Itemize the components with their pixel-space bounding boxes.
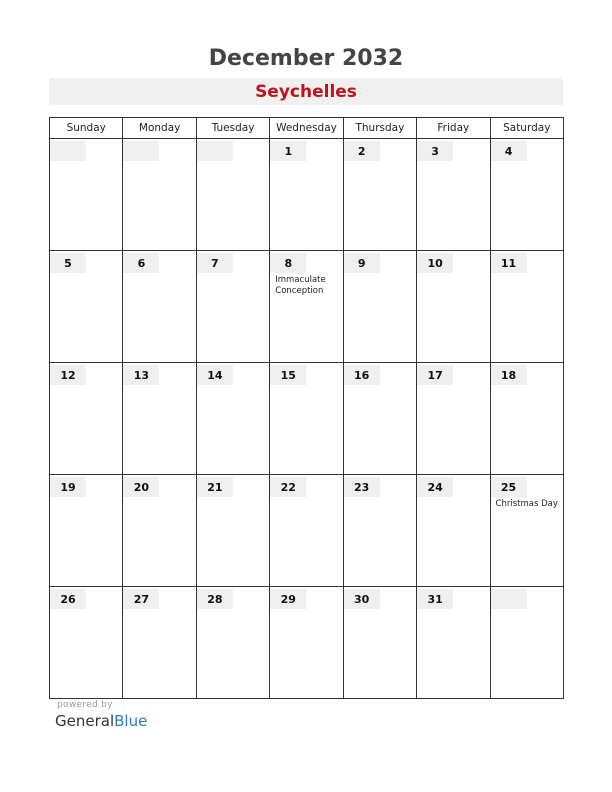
week-row <box>50 363 564 475</box>
day-cell-4[interactable] <box>490 139 563 251</box>
day-number: 20 <box>123 477 159 497</box>
brand-general-text: General <box>55 712 115 730</box>
day-cell-27[interactable] <box>123 587 196 699</box>
country-name: Seychelles <box>255 82 357 102</box>
day-number: 21 <box>197 477 233 497</box>
weekday-sunday: Sunday <box>50 118 123 139</box>
empty-day-cell <box>196 139 269 251</box>
day-number: 25 <box>491 477 527 497</box>
page-title: December 2032 <box>208 46 404 71</box>
empty-day-cell <box>490 587 563 699</box>
day-number: 30 <box>344 589 380 609</box>
day-cell-26[interactable] <box>50 587 123 699</box>
day-number <box>197 141 233 161</box>
day-cell-9[interactable] <box>343 251 416 363</box>
day-cell-20[interactable] <box>123 475 196 587</box>
calendar-weeks <box>50 139 564 699</box>
holiday-label: Christmas Day <box>495 499 558 509</box>
day-number: 23 <box>344 477 380 497</box>
weekday-monday: Monday <box>123 118 196 139</box>
day-number <box>50 141 86 161</box>
calendar-grid <box>49 117 564 697</box>
day-number: 27 <box>123 589 159 609</box>
weekday-saturday: Saturday <box>490 118 563 139</box>
day-cell-11[interactable] <box>490 251 563 363</box>
day-cell-7[interactable] <box>196 251 269 363</box>
day-number: 15 <box>270 365 306 385</box>
weekday-thursday: Thursday <box>343 118 416 139</box>
day-cell-10[interactable] <box>417 251 490 363</box>
week-row <box>50 251 564 363</box>
powered-by-text: powered by <box>57 700 113 710</box>
day-number: 28 <box>197 589 233 609</box>
weekday-wednesday: Wednesday <box>270 118 343 139</box>
day-number: 31 <box>417 589 453 609</box>
day-cell-6[interactable] <box>123 251 196 363</box>
day-cell-3[interactable] <box>417 139 490 251</box>
day-cell-23[interactable] <box>343 475 416 587</box>
weekday-tuesday: Tuesday <box>196 118 269 139</box>
day-number: 10 <box>417 253 453 273</box>
day-number: 17 <box>417 365 453 385</box>
day-cell-16[interactable] <box>343 363 416 475</box>
day-number: 14 <box>197 365 233 385</box>
day-number: 1 <box>270 141 306 161</box>
day-number: 3 <box>417 141 453 161</box>
day-number: 4 <box>491 141 527 161</box>
calendar-table <box>49 117 564 699</box>
day-cell-21[interactable] <box>196 475 269 587</box>
empty-day-cell <box>50 139 123 251</box>
day-cell-25[interactable] <box>490 475 563 587</box>
day-cell-13[interactable] <box>123 363 196 475</box>
day-number <box>123 141 159 161</box>
day-number: 29 <box>270 589 306 609</box>
day-number: 2 <box>344 141 380 161</box>
day-cell-15[interactable] <box>270 363 343 475</box>
day-number: 9 <box>344 253 380 273</box>
day-cell-5[interactable] <box>50 251 123 363</box>
day-number: 24 <box>417 477 453 497</box>
day-cell-8[interactable] <box>270 251 343 363</box>
day-cell-1[interactable] <box>270 139 343 251</box>
day-number: 16 <box>344 365 380 385</box>
day-cell-24[interactable] <box>417 475 490 587</box>
day-number: 19 <box>50 477 86 497</box>
day-number: 12 <box>50 365 86 385</box>
week-row <box>50 475 564 587</box>
week-row <box>50 139 564 251</box>
day-cell-28[interactable] <box>196 587 269 699</box>
day-number: 13 <box>123 365 159 385</box>
brand-blue-text: Blue <box>114 712 148 730</box>
day-cell-14[interactable] <box>196 363 269 475</box>
day-cell-29[interactable] <box>270 587 343 699</box>
day-number: 6 <box>123 253 159 273</box>
day-cell-2[interactable] <box>343 139 416 251</box>
day-number: 7 <box>197 253 233 273</box>
day-cell-31[interactable] <box>417 587 490 699</box>
day-number: 8 <box>270 253 306 273</box>
day-cell-12[interactable] <box>50 363 123 475</box>
day-number: 18 <box>491 365 527 385</box>
empty-day-cell <box>123 139 196 251</box>
weekday-friday: Friday <box>417 118 490 139</box>
day-number <box>491 589 527 609</box>
holiday-label: Immaculate Conception <box>275 275 326 296</box>
day-number: 22 <box>270 477 306 497</box>
generalblue-logo[interactable] <box>55 712 147 730</box>
day-cell-30[interactable] <box>343 587 416 699</box>
weekday-header-row <box>50 118 564 139</box>
day-number: 11 <box>491 253 527 273</box>
day-number: 5 <box>50 253 86 273</box>
day-cell-19[interactable] <box>50 475 123 587</box>
week-row <box>50 587 564 699</box>
day-cell-17[interactable] <box>417 363 490 475</box>
day-number: 26 <box>50 589 86 609</box>
day-cell-18[interactable] <box>490 363 563 475</box>
country-banner <box>49 78 563 105</box>
day-cell-22[interactable] <box>270 475 343 587</box>
